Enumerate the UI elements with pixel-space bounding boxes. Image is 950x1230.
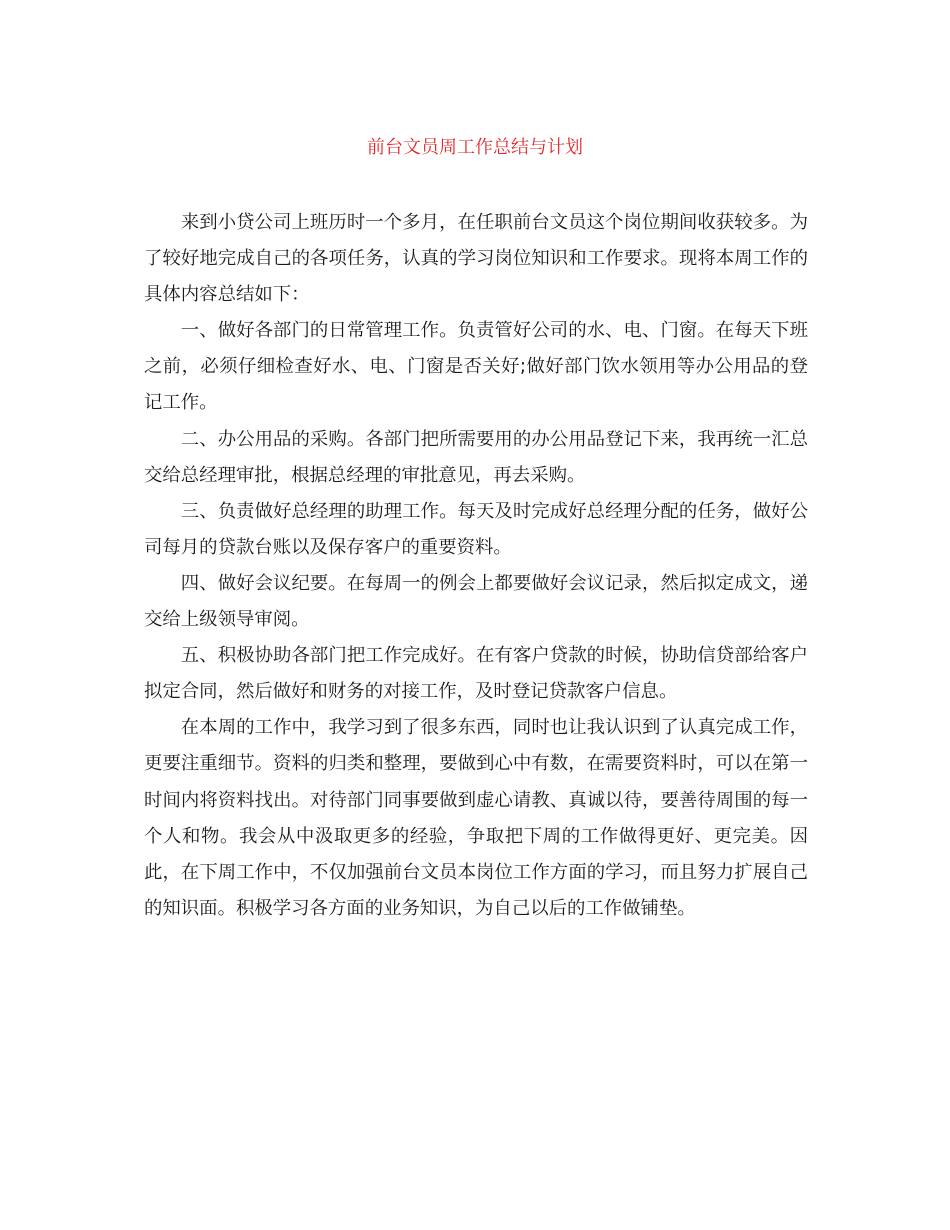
paragraph-item-2: 二、办公用品的采购。各部门把所需要用的办公用品登记下来，我再统一汇总交给总经理审批，根据总经理的审批意见，再去采购。 <box>144 428 808 486</box>
paragraph-item-1: 一、做好各部门的日常管理工作。负责管好公司的水、电、门窗。在每天下班之前，必须仔细检查好水、电、门窗是否关好;做好部门饮水领用等办公用品的登记工作。 <box>144 320 808 414</box>
document-title: 前台文员周工作总结与计划 <box>367 137 583 158</box>
paragraph-item-5: 五、积极协助各部门把工作完成好。在有客户贷款的时候，协助信贷部给客户拟定合同，然后做好和财务的对接工作，及时登记贷款客户信息。 <box>144 645 808 703</box>
paragraph-item-3: 三、负责做好总经理的助理工作。每天及时完成好总经理分配的任务，做好公司每月的贷款台账以及保存客户的重要资料。 <box>144 500 808 558</box>
paragraph-intro: 来到小贷公司上班历时一个多月，在任职前台文员这个岗位期间收获较多。为了较好地完成自己的各项任务，认真的学习岗位知识和工作要求。现将本周工作的具体内容总结如下： <box>144 212 808 306</box>
document-body <box>144 205 808 927</box>
paragraph-conclusion: 在本周的工作中，我学习到了很多东西，同时也让我认识到了认真完成工作，更要注重细节。资料的归类和整理，要做到心中有数，在需要资料时，可以在第一时间内将资料找出。对待部门同事要做到虚心请教、真诚以待，要善待周围的每一个人和物。我会从中汲取更多的经验，争取把下周的工作做得更好、更完美。因此，在下周工作中，不仅加强前台文员本岗位工作方面的学习，而且努力扩展自己的知识面。积极学习各方面的业务知识，为自己以后的工作做铺垫。 <box>144 717 808 919</box>
paragraph-item-4: 四、做好会议纪要。在每周一的例会上都要做好会议记录，然后拟定成文，递交给上级领导审阅。 <box>144 572 808 631</box>
